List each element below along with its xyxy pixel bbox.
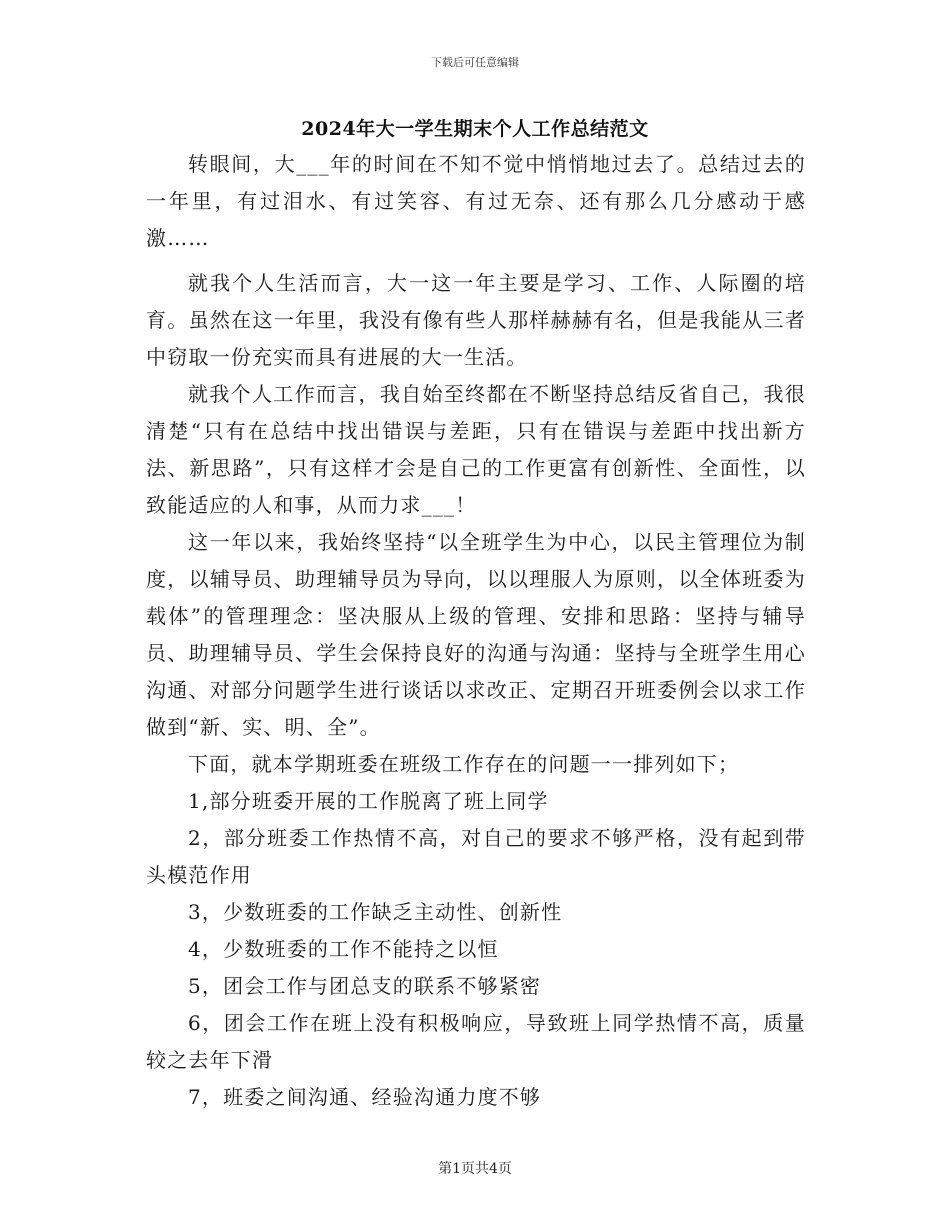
paragraph-personal-life: 就我个人生活而言，大一这一年主要是学习、工作、人际圈的培育。虽然在这一年里，我没有像有些人那样赫赫有名，但是我能从三者中窃取一份充实而具有进展的大一生活。	[146, 271, 806, 369]
list-item-issue-1: 1,部分班委开展的工作脱离了班上同学	[188, 789, 549, 813]
list-item-issue-7: 7，班委之间沟通、经验沟通力度不够	[188, 1085, 542, 1109]
list-item-issue-6: 6，团会工作在班上没有积极响应，导致班上同学热情不高，质量较之去年下滑	[146, 1011, 806, 1072]
document-body	[146, 146, 806, 1116]
document-title: 2024年大一学生期末个人工作总结范文	[301, 118, 649, 140]
list-item-issue-4: 4，少数班委的工作不能持之以恒	[188, 937, 499, 961]
paragraph-personal-work: 就我个人工作而言，我自始至终都在不断坚持总结反省自己，我很清楚“只有在总结中找出错误与差距，只有在错误与差距中找出新方法、新思路”，只有这样才会是自己的工作更富有创新性、全面性，以致能适应的人和事，从而力求___！	[146, 382, 806, 517]
list-item-issue-5: 5，团会工作与团总支的联系不够紧密	[188, 974, 542, 998]
page-number: 第1页共4页	[438, 1161, 512, 1177]
page-header-note: 下载后可任意编辑	[431, 56, 519, 69]
paragraph-issues-intro: 下面，就本学期班委在班级工作存在的问题一一排列如下；	[188, 752, 740, 776]
list-item-issue-2: 2，部分班委工作热情不高，对自己的要求不够严格，没有起到带头模范作用	[146, 826, 806, 887]
list-item-issue-3: 3，少数班委的工作缺乏主动性、创新性	[188, 900, 563, 924]
paragraph-intro: 转眼间，大___年的时间在不知不觉中悄悄地过去了。总结过去的一年里，有过泪水、有过笑容、有过无奈、还有那么几分感动于感激……	[146, 152, 806, 250]
paragraph-management-philosophy: 这一年以来，我始终坚持“以全班学生为中心，以民主管理位为制度，以辅导员、助理辅导员为导向，以以理服人为原则，以全体班委为载体”的管理理念：坚决服从上级的管理、安排和思路：坚持与辅导员、助理辅导员、学生会保持良好的沟通与沟通：坚持与全班学生用心沟通、对部分问题学生进行谈话以求改正、定期召开班委例会以求工作做到“新、实、明、全”。	[146, 530, 806, 739]
